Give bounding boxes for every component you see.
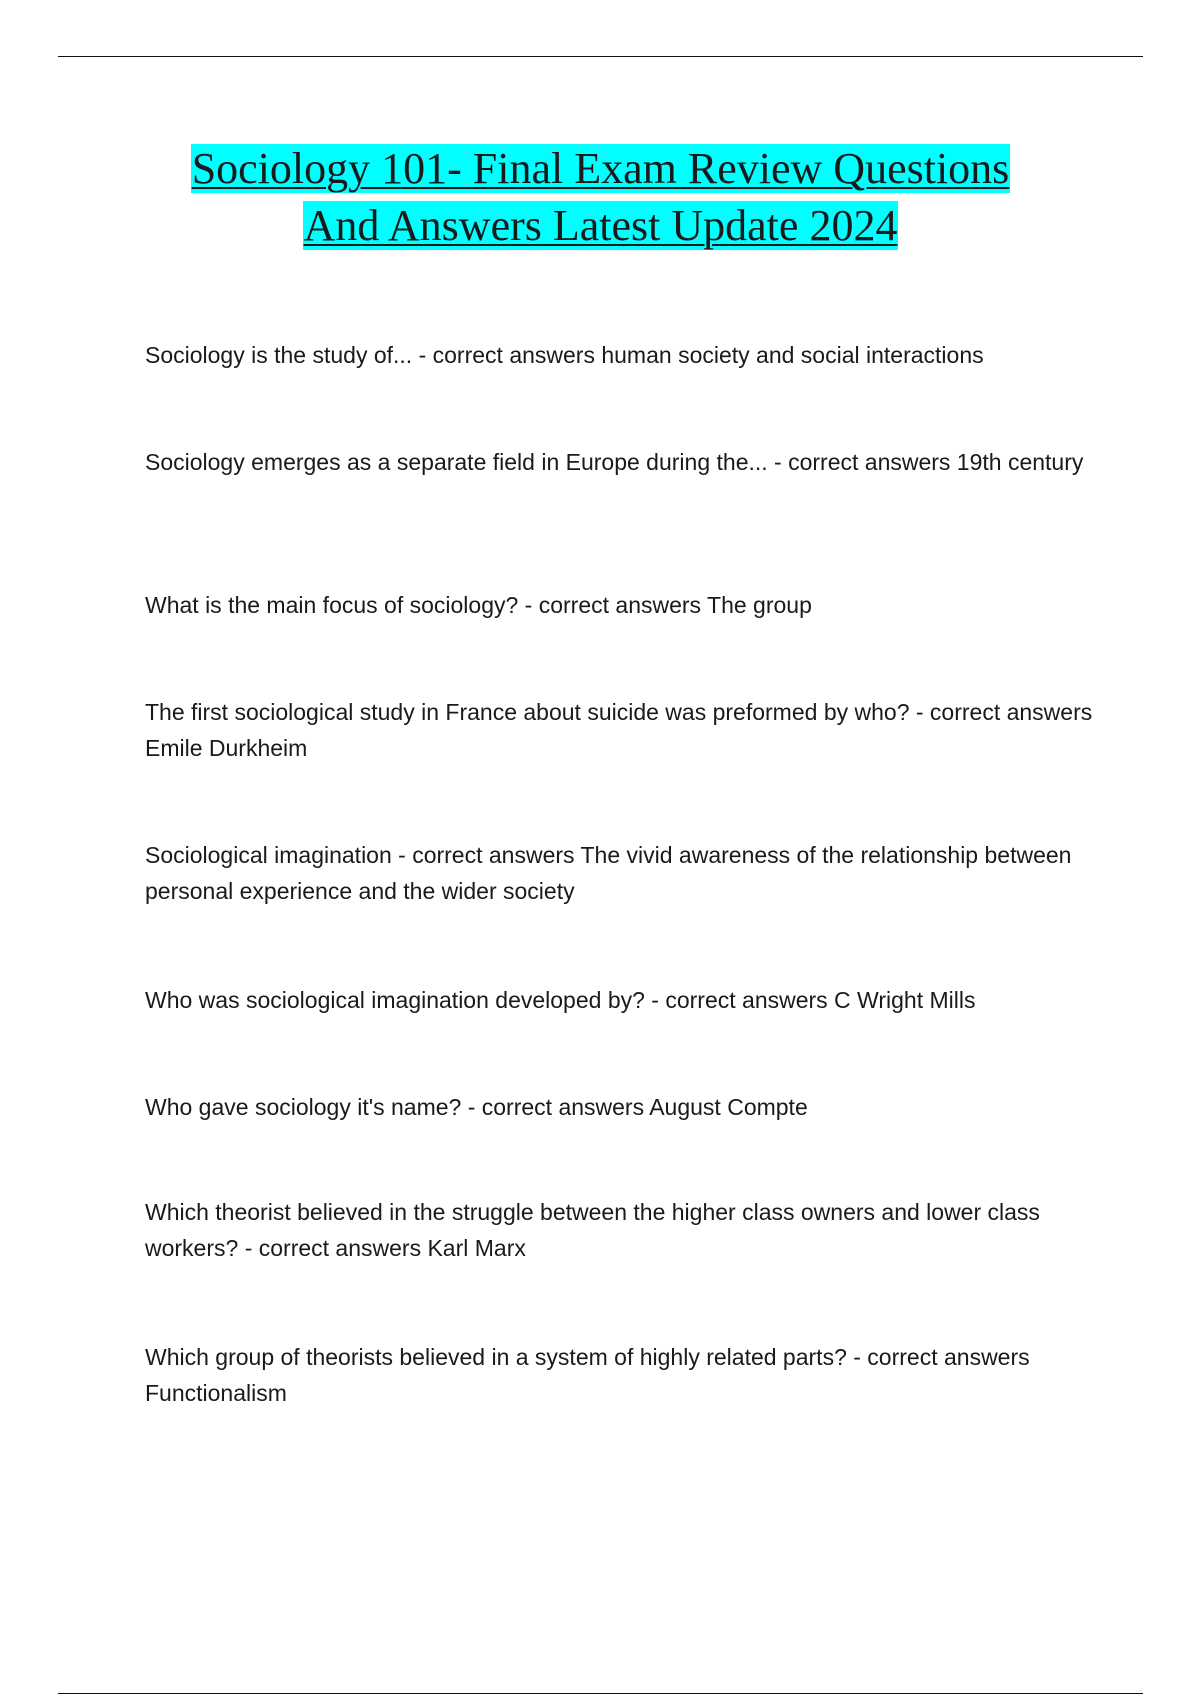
qa-item: What is the main focus of sociology? - correct answers The group: [145, 592, 812, 618]
title-line-1: Sociology 101- Final Exam Review Questions: [191, 144, 1010, 193]
top-rule: [58, 56, 1143, 57]
qa-item: Which group of theorists believed in a system of highly related parts? - correct answers Functionalism: [145, 1344, 1030, 1406]
qa-item: Which theorist believed in the struggle between the higher class owners and lower class workers? - correct answers Karl Marx: [145, 1199, 1040, 1261]
document-title: [58, 140, 1143, 254]
title-line-2: And Answers Latest Update 2024: [303, 201, 898, 250]
qa-item: Who gave sociology it's name? - correct answers August Compte: [145, 1094, 808, 1120]
qa-item: Sociological imagination - correct answers The vivid awareness of the relationship between personal experience and the wider society: [145, 842, 1072, 904]
bottom-rule: [58, 1693, 1143, 1694]
qa-item: Who was sociological imagination developed by? - correct answers C Wright Mills: [145, 987, 976, 1013]
qa-item: The first sociological study in France about suicide was preformed by who? - correct answers Emile Durkheim: [145, 699, 1093, 761]
qa-item: Sociology is the study of... - correct answers human society and social interactions: [145, 342, 984, 368]
qa-item: Sociology emerges as a separate field in Europe during the... - correct answers 19th century: [145, 449, 1084, 475]
